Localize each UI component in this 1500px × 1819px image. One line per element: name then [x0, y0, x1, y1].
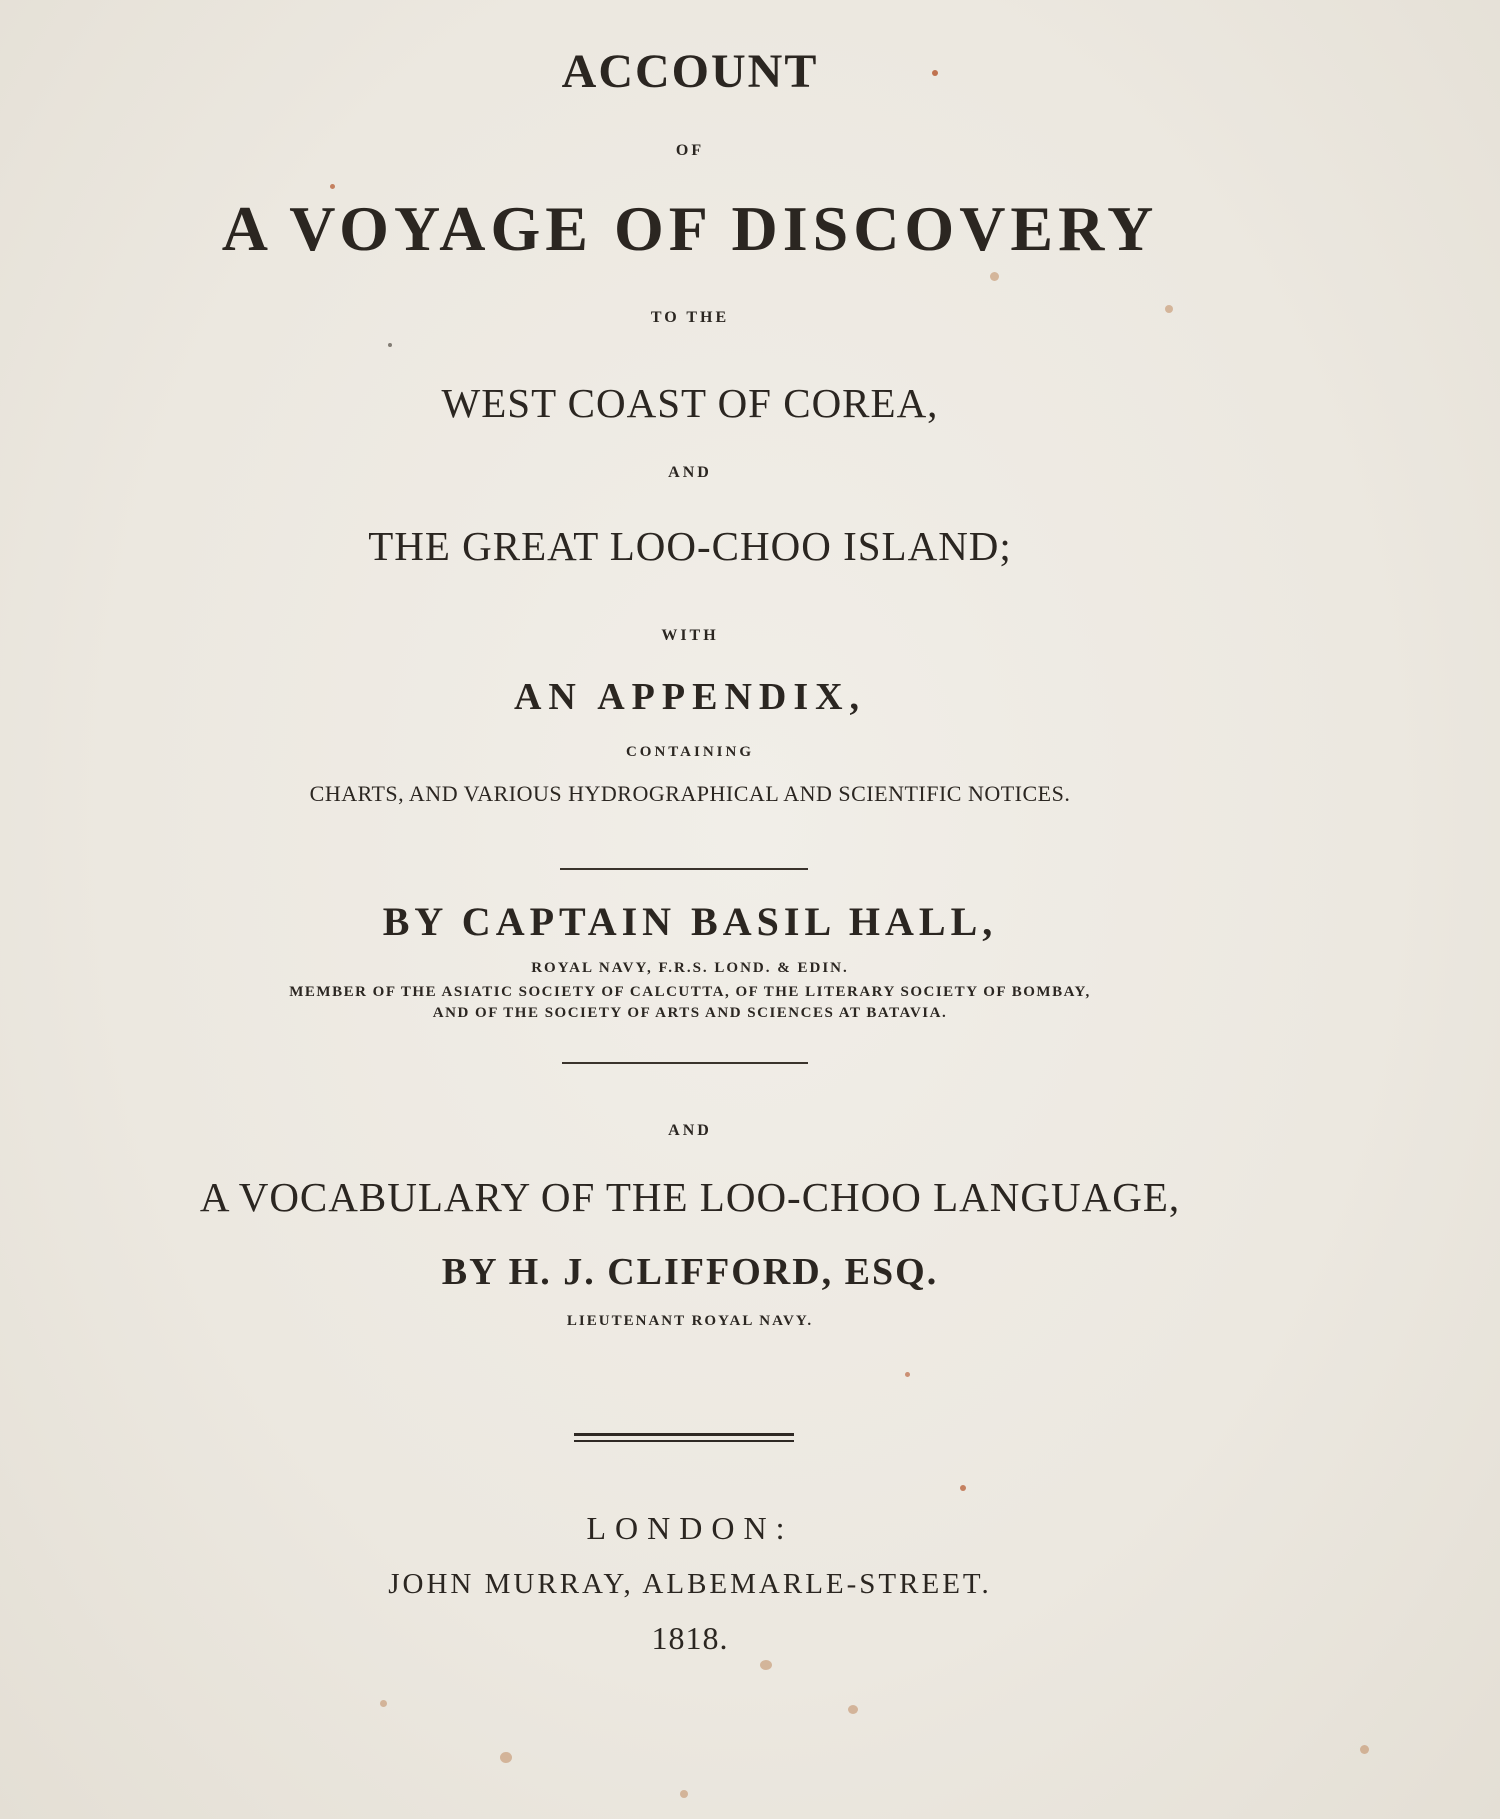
- imprint-city: LONDON:: [586, 1510, 794, 1546]
- divider-double-rule: [574, 1433, 794, 1442]
- foxing-spot: [388, 343, 392, 347]
- foxing-spot: [960, 1485, 966, 1491]
- foxing-spot: [500, 1752, 512, 1763]
- foxing-spot: [905, 1372, 910, 1377]
- foxing-spot: [990, 272, 999, 281]
- foxing-spot: [932, 70, 938, 76]
- author-credential-1: ROYAL NAVY, F.R.S. LOND. & EDIN.: [531, 960, 849, 976]
- foxing-spot: [1360, 1745, 1369, 1754]
- divider-rule-2: [562, 1062, 808, 1064]
- text-and-1: AND: [668, 464, 712, 481]
- imprint-year: 1818.: [651, 1620, 729, 1656]
- foxing-spot: [680, 1790, 688, 1798]
- imprint-publisher: JOHN MURRAY, ALBEMARLE-STREET.: [388, 1568, 992, 1600]
- author-credential-3: AND OF THE SOCIETY OF ARTS AND SCIENCES AT BATAVIA.: [432, 1005, 948, 1021]
- text-with: WITH: [661, 627, 719, 644]
- coauthor-credential: LIEUTENANT ROYAL NAVY.: [566, 1313, 814, 1329]
- foxing-spot: [330, 184, 335, 189]
- foxing-spot: [848, 1705, 858, 1714]
- coauthor-name: BY H. J. CLIFFORD, ESQ.: [441, 1251, 939, 1293]
- text-to-the: TO THE: [650, 309, 730, 326]
- divider-rule-1: [560, 868, 808, 870]
- heading-account: ACCOUNT: [561, 45, 819, 98]
- text-and-2: AND: [668, 1122, 712, 1139]
- heading-appendix: AN APPENDIX,: [513, 676, 867, 718]
- foxing-spot: [1165, 305, 1173, 313]
- text-charts: CHARTS, AND VARIOUS HYDROGRAPHICAL AND SCIENTIFIC NOTICES.: [309, 781, 1071, 806]
- heading-vocabulary: A VOCABULARY OF THE LOO-CHOO LANGUAGE,: [199, 1174, 1181, 1220]
- text-containing: CONTAINING: [625, 744, 755, 760]
- foxing-spot: [380, 1700, 387, 1707]
- author-credential-2: MEMBER OF THE ASIATIC SOCIETY OF CALCUTTA, OF THE LITERARY SOCIETY OF BOMBAY,: [289, 984, 1091, 1000]
- foxing-spot: [760, 1660, 772, 1670]
- author-name: BY CAPTAIN BASIL HALL,: [382, 899, 998, 944]
- text-of: OF: [675, 142, 705, 159]
- heading-great-island: THE GREAT LOO-CHOO ISLAND;: [368, 523, 1012, 569]
- heading-west-coast: WEST COAST OF COREA,: [441, 380, 939, 426]
- heading-voyage: A VOYAGE OF DISCOVERY: [221, 193, 1159, 264]
